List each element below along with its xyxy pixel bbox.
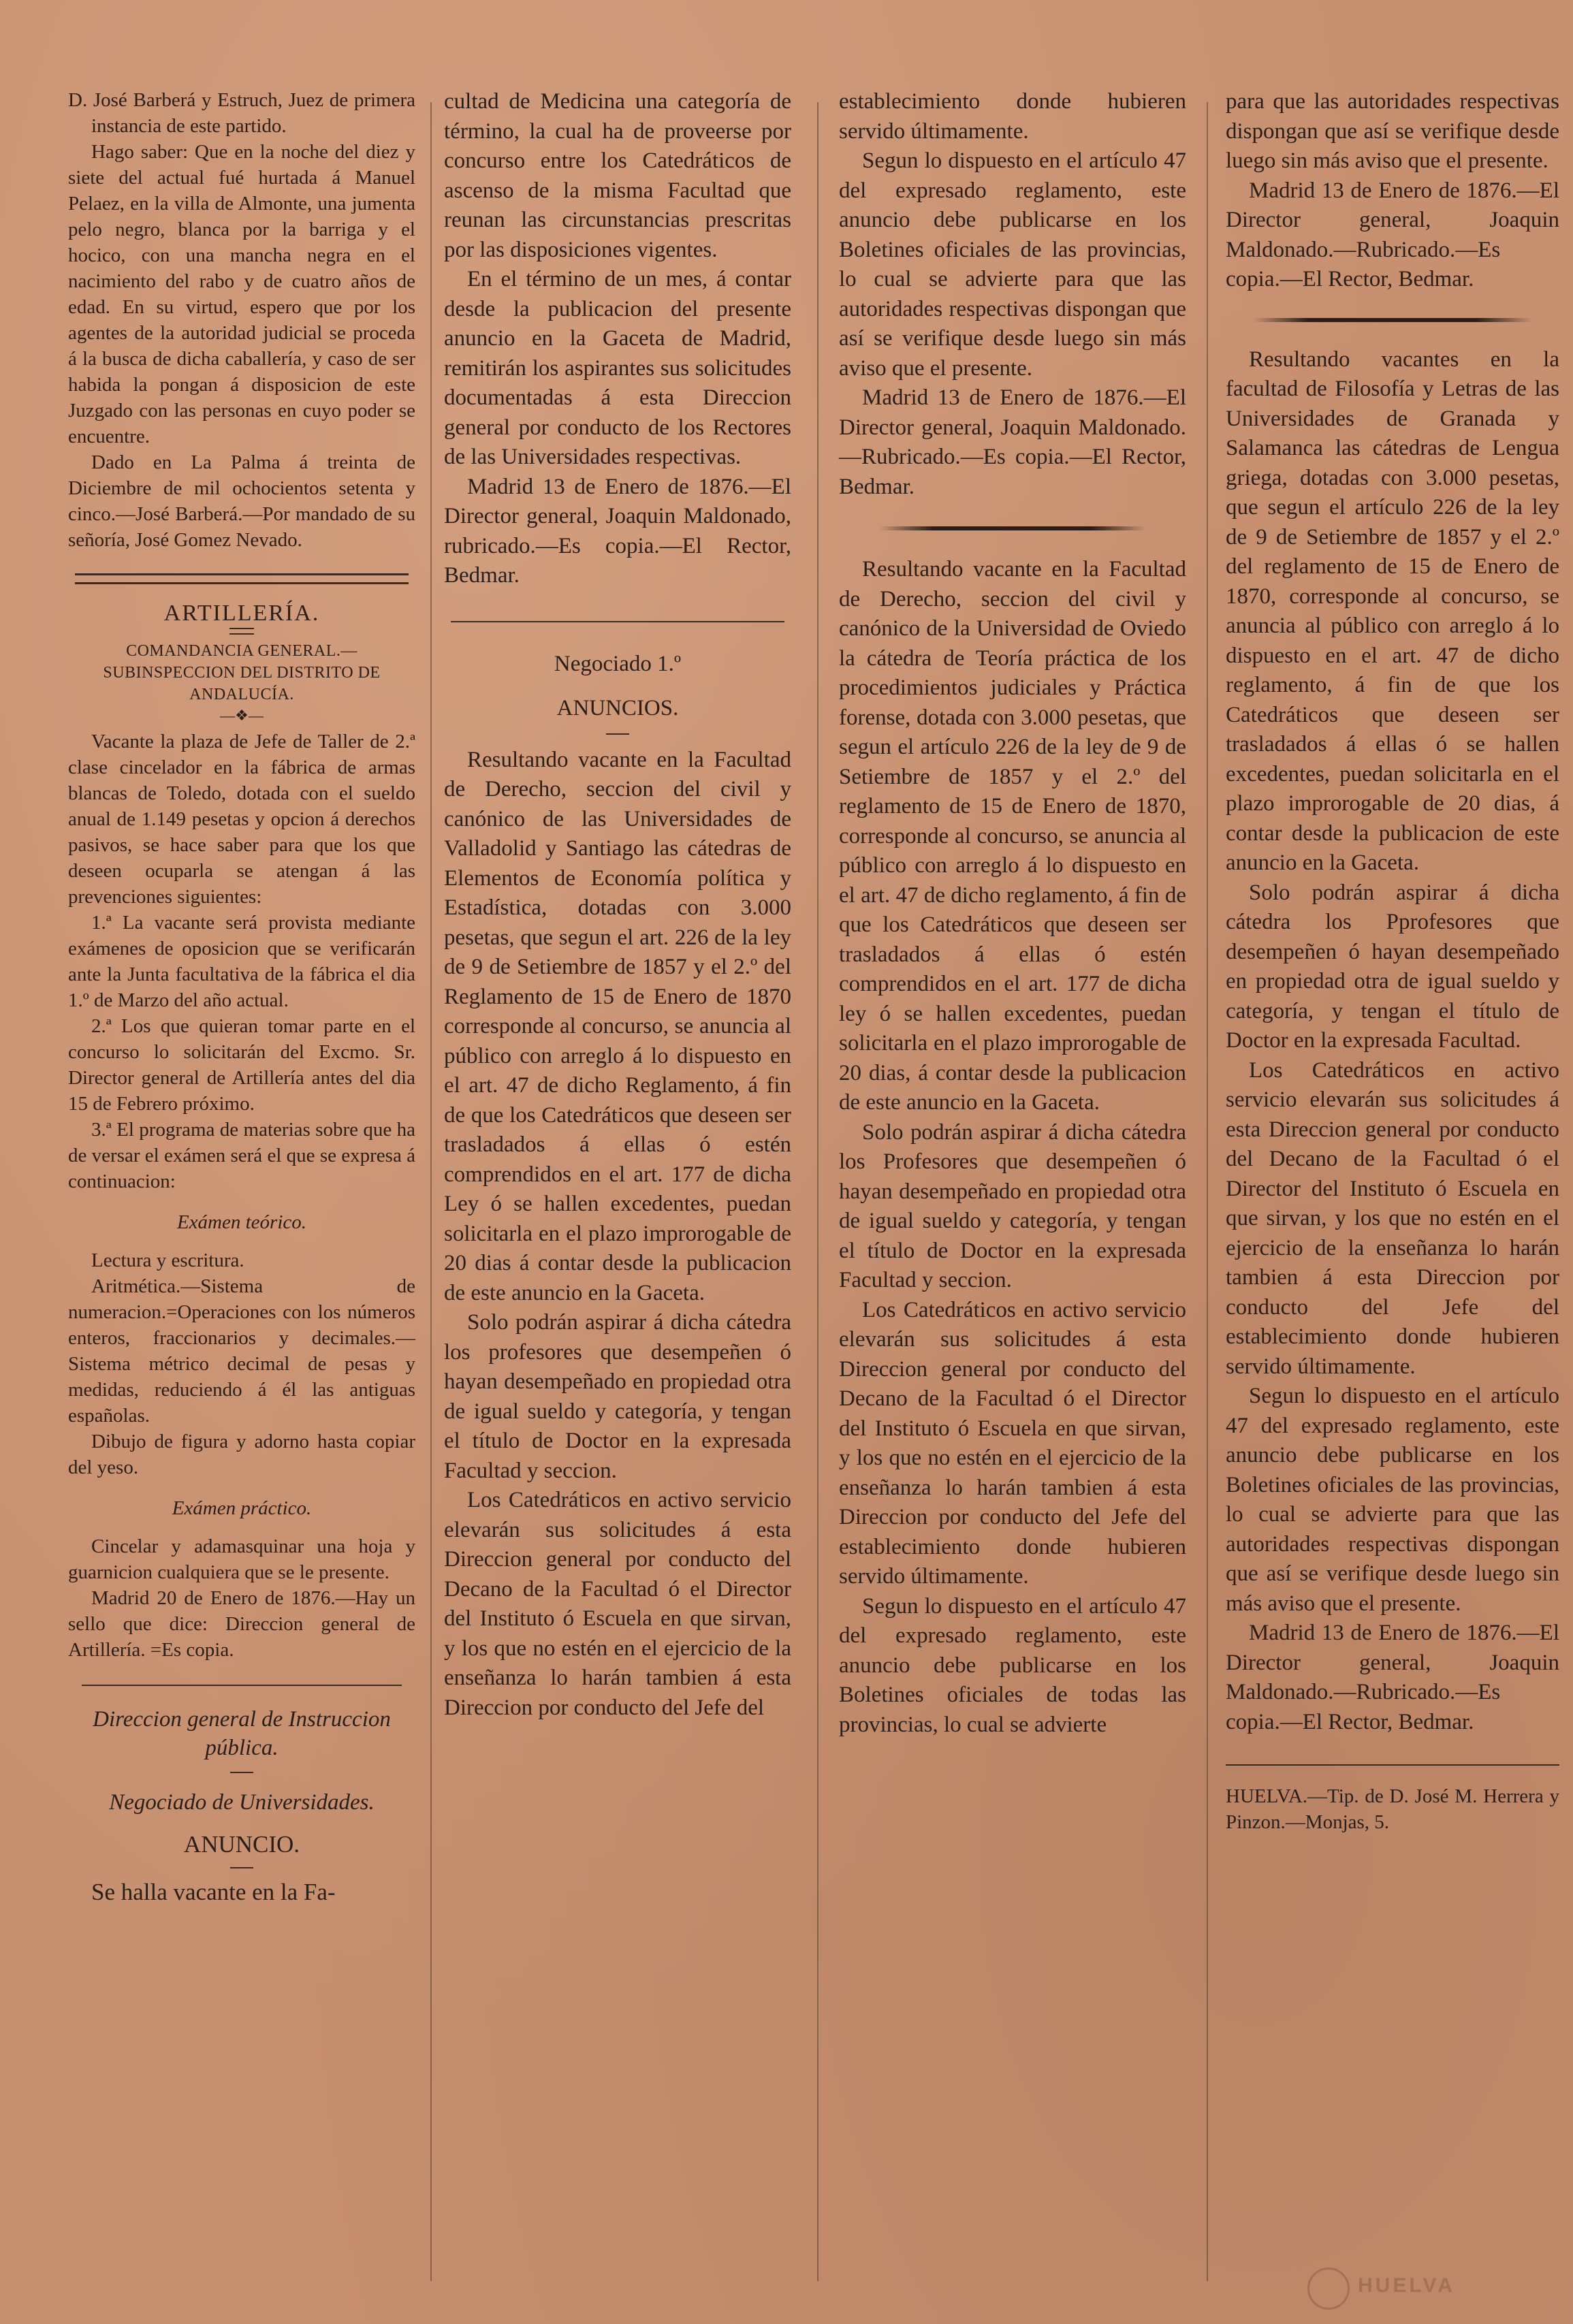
short-rule	[606, 733, 629, 735]
archive-seal-icon	[1307, 2267, 1350, 2310]
column-4	[1226, 87, 1559, 1835]
paragraph: Resultando vacante en la Facultad de Derecho, seccion del civil y canónico de las Universidades de Valladolid y Santiago las cátedras de Elementos de Economía política y Estadística, dotadas con 3.000 pesetas, que segun el art. 226 de la ley de 9 de Setiembre de 1857 y el 2.º del Reglamento de 15 de Enero de 1870 corresponde al concurso, se anuncia al público con arreglo á lo dispuesto en el art. 47 de dicho Reglamento, á fin de que los Catedráticos que deseen ser trasladados á ellas ó estén comprendidos en el art. 177 de dicha Ley ó se hallen excedentes, puedan solicitarla en el plazo improrogable de 20 dias á contar desde la publicacion de este anuncio en la Gaceta.	[444, 747, 791, 1305]
column-rule	[1207, 102, 1208, 2281]
paragraph: Los Catedráticos en activo servicio elevarán sus solicitudes á esta Direccion general por conducto del Decano de la Facultad ó el Director del Instituto ó Escuela en que sirvan, y los que no estén en el ejercicio de la enseñanza lo harán tambien á esta Direccion por conducto del Jefe del establecimiento donde hubieren servido últimamente.	[1226, 1057, 1559, 1379]
edict-signature: Dado en La Palma á treinta de Diciembre de mil ochocientos setenta y cinco.—José Barberá.—Por mandado de su señoría, José Gomez Nevado.	[68, 451, 415, 551]
paragraph: Madrid 13 de Enero de 1876.—El Director general, Joaquin Maldonado, rubricado.—Es copia.—El Rector, Bedmar.	[444, 474, 791, 588]
column-2	[444, 87, 791, 1723]
paragraph: Solo podrán aspirar á dicha cátedra los profesores que desempeñen ó hayan desempeñado en propiedad otra de igual sueldo y categoría, y tengan el título de Doctor en la expresada Facultad y seccion.	[444, 1310, 791, 1483]
paragraph: 3.ª El programa de materias sobre que ha de versar el exámen será el que se expresa á continuacion:	[68, 1119, 415, 1192]
negociado-heading: Negociado de Universidades.	[109, 1790, 375, 1815]
paragraph: 1.ª La vacante será provista mediante exámenes de oposicion que se verificarán ante la Junta facultativa de la fábrica el dia 1.º de Marzo del año actual.	[68, 912, 415, 1011]
artilleria-subheading: COMANDANCIA GENERAL.—SUBINSPECCION DEL DISTRITO DE ANDALUCÍA.	[103, 642, 381, 703]
paragraph: Madrid 13 de Enero de 1876.—El Director general, Joaquin Maldonado.—Rubricado.—Es copia.—El Rector, Bedmar.	[839, 385, 1186, 499]
paragraph: Resultando vacante en la Facultad de Derecho, seccion del civil y canónico de la Universidad de Oviedo la cátedra de Teoría práctica de los procedimientos judiciales y Práctica forense, dotada con 3.000 pesetas, que segun el artículo 226 de la ley de 9 de Setiembre de 1857 y el 2.º del reglamento de 15 de Enero de 1870, corresponde al concurso, se anuncia al público con arreglo á lo dispuesto en el art. 47 de dicho reglamento, á fin de que los Catedráticos que deseen ser trasladados á ellas ó estén comprendidos en el art. 177 de dicha ley ó se hallen excedentes, puedan solicitarla en el plazo improrogable de 20 dias, á contar desde la publicacion de este anuncio en la Gaceta.	[839, 557, 1186, 1115]
anuncio-heading: ANUNCIO.	[183, 1831, 300, 1858]
ornament: —❖—	[220, 707, 264, 724]
paragraph: Solo podrán aspirar á dicha cátedra los Pprofesores que desempeñen ó hayan desempeñado en propiedad otra de igual sueldo y categoría, y tengan el título de Doctor en la expresada Facultad.	[1226, 880, 1559, 1053]
subheading-examen-teorico: Exámen teórico.	[176, 1211, 307, 1233]
archive-watermark	[1307, 2267, 1553, 2308]
paragraph: 2.ª Los que quieran tomar parte en el concurso lo solicitarán del Excmo. Sr. Director general de Artillería antes del dia 15 de Febrero próximo.	[68, 1015, 415, 1115]
paragraph: para que las autoridades respectivas dispongan que así se verifique desde luego sin más aviso que el presente.	[1226, 89, 1559, 173]
column-rule	[817, 102, 819, 2281]
paragraph: establecimiento donde hubieren servido últimamente.	[839, 89, 1186, 144]
short-rule	[230, 1772, 253, 1773]
paragraph: Solo podrán aspirar á dicha cátedra los Profesores que desempeñen ó hayan desempeñado en propiedad otra de igual sueldo y categoría, y tengan el título de Doctor en la expresada Facultad y seccion.	[839, 1119, 1186, 1292]
column-3	[839, 87, 1186, 1740]
paragraph: Aritmética.—Sistema de numeracion.=Operaciones con los números enteros, fraccionarios y decimales.—Sistema métrico decimal de pesas y medidas, reduciendo á él las antiguas españolas.	[68, 1275, 415, 1427]
paragraph: En el término de un mes, á contar desde la publicacion del presente anuncio en la Gaceta de Madrid, remitirán los aspirantes sus solicitudes documentadas á esta Direccion general por conducto de los Rectores de las Universidades respectivas.	[444, 267, 791, 469]
paragraph: Cincelar y adamasquinar una hoja y guarnicion cualquiera que se le presente.	[68, 1535, 415, 1583]
paragraph: Segun lo dispuesto en el artículo 47 del expresado reglamento, este anuncio debe publicarse en los Boletines oficiales de todas las provincias, lo cual se advierte	[839, 1593, 1186, 1737]
paragraph: Los Catedráticos en activo servicio elevarán sus solicitudes á esta Direccion general por conducto del Decano de la Facultad ó el Director del Instituto ó Escuela en que sirvan, y los que no estén en el ejercicio de la enseñanza lo harán tambien á esta Direccion por conducto del Jefe del	[444, 1488, 791, 1720]
short-rule	[230, 1867, 253, 1868]
paragraph: Madrid 20 de Enero de 1876.—Hay un sello que dice: Direccion general de Artillería. =Es copia.	[68, 1587, 415, 1661]
paragraph: Lectura y escritura.	[91, 1249, 244, 1271]
paragraph: Dibujo de figura y adorno hasta copiar del yeso.	[68, 1431, 415, 1478]
subheading-examen-practico: Exámen práctico.	[172, 1497, 312, 1519]
paragraph: cultad de Medicina una categoría de término, la cual ha de proveerse por concurso entre los Catedráticos de ascenso de la misma Facultad que reunan las circunstancias prescritas por las disposiciones vigentes.	[444, 89, 791, 262]
edict-heading: D. José Barberá y Estruch, Juez de primera instancia de este partido.	[68, 89, 415, 137]
paragraph: Vacante la plaza de Jefe de Taller de 2.ª clase cincelador en la fábrica de armas blancas de Toledo, dotada con el sueldo anual de 1.149 pesetas y opcion á derechos pasivos, se hace saber para que los que deseen ocuparla se atengan á las prevenciones siguientes:	[68, 731, 415, 908]
paragraph: Madrid 13 de Enero de 1876.—El Director general, Joaquin Maldonado.—Rubricado.—Es copia.—El Rector, Bedmar.	[1226, 1621, 1559, 1734]
paragraph: Segun lo dispuesto en el artículo 47 del expresado reglamento, este anuncio debe publicarse en los Boletines oficiales de las provincias, lo cual se advierte para que las autoridades respectivas dispongan que así se verifique desde luego sin más aviso que el presente.	[839, 148, 1186, 381]
paragraph: Segun lo dispuesto en el artículo 47 del expresado reglamento, este anuncio debe publicarse en los Boletines oficiales de las provincias, lo cual se advierte para que las autoridades respectivas dispongan que así se verifique desde luego sin más aviso que el presente.	[1226, 1384, 1559, 1616]
column-rule	[430, 102, 432, 2281]
watermark-word: HUELVA	[1358, 2274, 1455, 2297]
title-rule	[229, 628, 254, 635]
footer-rule	[1226, 1764, 1559, 1766]
section-divider	[82, 1685, 402, 1686]
paragraph: Los Catedráticos en activo servicio elevarán sus solicitudes á esta Direccion general por conducto del Decano de la Facultad ó el Director del Instituto ó Escuela en que sirvan, y los que no estén en el ejercicio de la enseñanza lo harán tambien á esta Direccion por conducto del Jefe del establecimiento donde hubieren servido últimamente.	[839, 1297, 1186, 1589]
paragraph: Resultando vacantes en la facultad de Filosofía y Letras de las Universidades de Granada y Salamanca las cátedras de Lengua griega, dotadas con 3.000 pesetas, que segun el artículo 226 de la ley de 9 de Setiembre de 1857 y el 2.º del reglamento de 15 de Enero de 1870, corresponde al concurso, se anuncia al público con arreglo á lo dispuesto en el art. 47 de dicho reglamento, á fin de que los Catedráticos que deseen ser trasladados á ellas ó se hallen excedentes, puedan solicitarla en el plazo improrogable de 20 dias, á contar desde la publicacion de este anuncio en la Gaceta.	[1226, 347, 1559, 875]
negociado-heading: Negociado 1.º	[554, 651, 682, 676]
edict-body: Hago saber: Que en la noche del diez y siete del actual fué hurtada á Manuel Pelaez, en la villa de Almonte, una jumenta pelo negro, blanca por la barriga y el hocico, con una mancha negra en el nacimiento del rabo y de cuatro años de edad. En su virtud, espero que por los agentes de la autoridad judicial se proceda á la busca de dicha caballería, y caso de ser habida la pongan á disposicion de este Juzgado con las personas en cuyo poder se encuentre.	[68, 141, 415, 447]
section-divider	[451, 621, 784, 622]
direccion-heading: Direccion general de Instruccion pública.	[93, 1707, 391, 1760]
section-title-artilleria: ARTILLERÍA.	[163, 601, 320, 626]
printer-imprint: HUELVA.—Tip. de D. José M. Herrera y Pinzon.—Monjas, 5.	[1226, 1785, 1559, 1833]
column-1	[68, 87, 415, 1905]
paragraph: Madrid 13 de Enero de 1876.—El Director general, Joaquin Maldonado.—Rubricado.—Es copia.—El Rector, Bedmar.	[1226, 178, 1559, 291]
anuncios-heading: ANUNCIOS.	[556, 696, 679, 720]
section-divider	[880, 526, 1145, 530]
section-divider	[75, 573, 409, 584]
paragraph: Se halla vacante en la Fa-	[91, 1879, 336, 1905]
section-divider	[1253, 318, 1532, 322]
